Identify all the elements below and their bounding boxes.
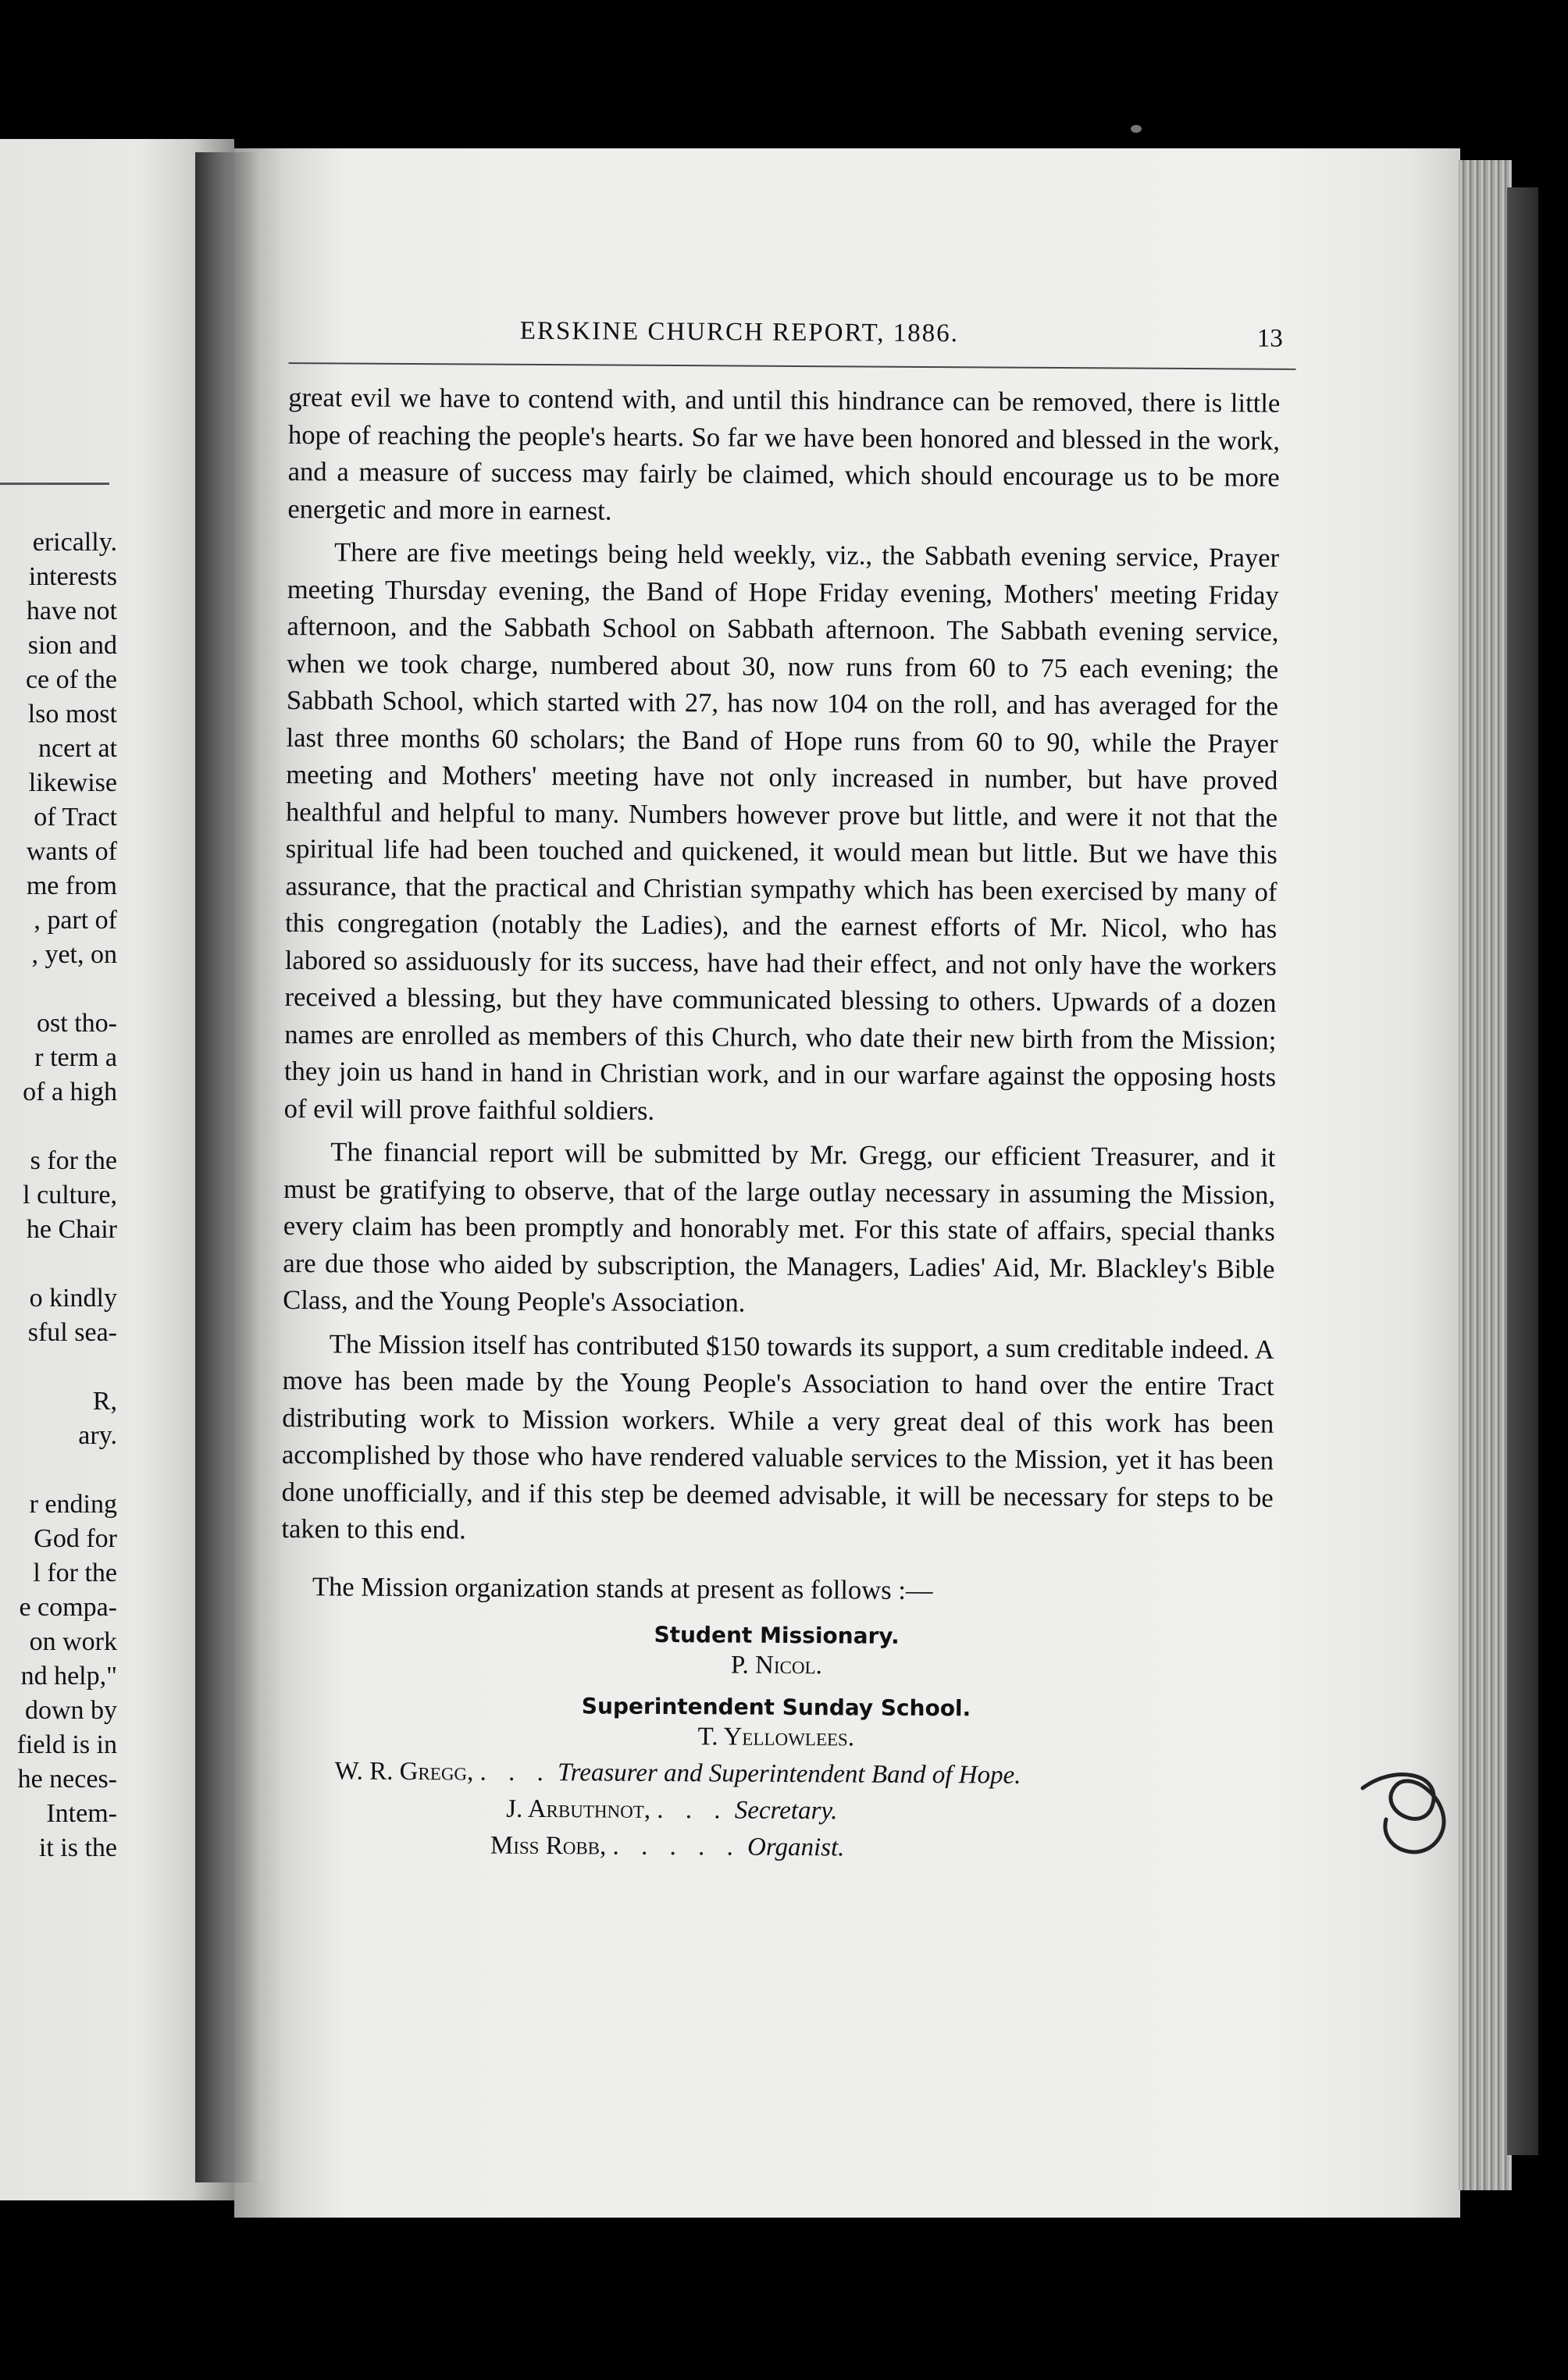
left-page-fragment: God for bbox=[34, 1524, 117, 1553]
left-page-fragment: e compa- bbox=[19, 1593, 117, 1622]
paragraph-4: The Mission itself has contributed $150 towards its support, a sum creditable indeed. A move has been made by the Young People's Association to hand over the entire Tract distributing work to Mission workers. While a very great deal of this work has been accomplished by those who have rendered valuable services to the Mission, yet it has been done unofficially, and if this step be deemed advisable, it will be necessary for steps to be taken to this end. bbox=[281, 1328, 1274, 1545]
officer-name: Miss Robb, bbox=[490, 1831, 607, 1861]
left-page-fragment: he neces- bbox=[17, 1765, 117, 1794]
left-page-fragment: down by bbox=[24, 1696, 117, 1725]
left-page-fragment: o kindly bbox=[29, 1284, 117, 1313]
left-page-fragment: l for the bbox=[33, 1559, 117, 1587]
page-number: 13 bbox=[1256, 324, 1283, 353]
officer-treasurer bbox=[280, 1757, 1271, 1792]
left-page-fragment: have not bbox=[26, 597, 117, 625]
header-rule bbox=[289, 362, 1296, 370]
body-text bbox=[281, 379, 1280, 1554]
left-page-fragment: on work bbox=[29, 1627, 117, 1656]
officer-role: Secretary. bbox=[734, 1796, 838, 1826]
student-missionary-name: P. Nicol. bbox=[730, 1651, 822, 1680]
page-edges bbox=[1459, 160, 1512, 2190]
left-page-fragment: R, bbox=[92, 1387, 117, 1416]
left-page-fragment: l culture, bbox=[23, 1181, 117, 1210]
left-page-fragment: sion and bbox=[27, 631, 117, 660]
student-missionary-heading: Student Missionary. bbox=[654, 1621, 900, 1649]
ink-speck bbox=[1131, 125, 1142, 133]
left-page-fragment: lso most bbox=[27, 700, 117, 729]
left-page-fragment: ce of the bbox=[25, 665, 117, 694]
page-header bbox=[289, 305, 1281, 358]
left-page-gap bbox=[0, 972, 117, 1007]
officer-name: J. Arbuthnot, bbox=[506, 1794, 651, 1824]
left-page-gap bbox=[0, 1247, 117, 1281]
left-page-fragment: field is in bbox=[16, 1730, 117, 1759]
left-page-fragment: wants of bbox=[26, 837, 117, 866]
left-page-fragment: r term a bbox=[34, 1043, 117, 1072]
gutter-shadow bbox=[195, 152, 281, 2182]
officer-role: Organist. bbox=[747, 1833, 845, 1862]
book-spine bbox=[1507, 187, 1538, 2155]
paragraph-3: The financial report will be submitted by Mr. Gregg, our efficient Treasurer, and it must be gratifying to observe, that of the large outlay necessary in assuming the Mission, every claim has been promptly and honorably met. For this state of affairs, special thanks are due those who aided by subscription, the Managers, Ladies' Aid, Mr. Blackley's Bible Class, and the Young People's Association. bbox=[283, 1137, 1276, 1318]
officer-secretary bbox=[280, 1794, 1271, 1829]
leader-dots: . . . . . bbox=[612, 1832, 741, 1862]
paragraph-1: great evil we have to contend with, and until this hindrance can be removed, there is little hope of reaching the people's hearts. So far we have been honored and blessed in the work, and a measure of success may fairly be claimed, which should encourage us to be more energetic and more in earnest. bbox=[287, 382, 1281, 526]
left-page-gap bbox=[0, 1350, 117, 1384]
leader-dots: . . . bbox=[657, 1795, 729, 1825]
page-content bbox=[280, 305, 1281, 1865]
left-page-fragment: of a high bbox=[23, 1078, 117, 1106]
left-page-fragment: ost tho- bbox=[37, 1009, 117, 1038]
superintendent-name: T. Yellowlees. bbox=[697, 1723, 855, 1752]
left-page-gap bbox=[0, 1453, 117, 1488]
paragraph-2: There are five meetings being held weekly, viz., the Sabbath evening service, Prayer meeting Thursday evening, the Band of Hope Friday evening, Mothers' meeting Friday afternoon, and the Sabbath School on Sabbath afternoon. The Sabbath evening service, when we took charge, numbered about 30, now runs from 60 to 75 each evening; the Sabbath School, which started with 27, has now 104 on the roll, and has averaged for the last three months 60 scholars; the Band of Hope runs from 60 to 90, while the Prayer meeting and Mothers' meeting have not only increased in number, but have proved healthful and helpful to many. Numbers however prove but little, and were it not that the spiritual life had been touched and quickened, it would mean but little. But we have this assurance, that the practical and Christian sympathy which has been exercised by many of this congregation (notably the Ladies), and the earnest efforts of Mr. Nicol, who has labored so assiduously for its success, have had their effect, and not only have the workers received a blessing, but they have communicated blessing to others. Upwards of a dozen names are enrolled as members of this Church, who date their new birth from the Mission; they join us hand in hand in Christian work, and in our warfare against the opposing hosts of evil will prove faithful soldiers. bbox=[283, 537, 1280, 1126]
left-page-fragment: , yet, on bbox=[31, 940, 117, 969]
left-page-fragment: of Tract bbox=[34, 803, 117, 832]
left-page-fragment: erically. bbox=[32, 528, 117, 557]
left-page-text-fragments bbox=[0, 526, 117, 1865]
officer-name: W. R. Gregg, bbox=[334, 1757, 474, 1787]
leader-dots: . . . bbox=[479, 1758, 551, 1787]
left-page-fragment: nd help," bbox=[20, 1662, 117, 1691]
left-page-fragment: r ending bbox=[29, 1490, 117, 1519]
officer-organist bbox=[280, 1830, 1271, 1865]
left-page-fragment: it is the bbox=[38, 1833, 117, 1862]
left-page-fragment: me from bbox=[26, 871, 117, 900]
left-page-fragment: , part of bbox=[34, 906, 117, 935]
left-page-rule bbox=[0, 483, 109, 485]
officer-role: Treasurer and Superintendent Band of Hope. bbox=[557, 1758, 1021, 1790]
left-page-fragment: Intem- bbox=[46, 1799, 117, 1828]
running-head: ERSKINE CHURCH REPORT, 1886. bbox=[519, 316, 960, 348]
left-page-fragment: interests bbox=[28, 562, 117, 591]
superintendent-heading: Superintendent Sunday School. bbox=[581, 1693, 971, 1722]
left-page-fragment: he Chair bbox=[26, 1215, 117, 1244]
left-page-fragment: ncert at bbox=[38, 734, 117, 763]
left-page-fragment: ary. bbox=[78, 1421, 117, 1450]
handwritten-8-mark bbox=[1347, 1757, 1464, 1866]
left-page-fragment: likewise bbox=[28, 768, 117, 797]
left-page-fragment: s for the bbox=[30, 1146, 117, 1175]
left-page-fragment: sful sea- bbox=[27, 1318, 117, 1347]
organization-intro: The Mission organization stands at present as follows :— bbox=[312, 1571, 933, 1605]
left-page-gap bbox=[0, 1110, 117, 1144]
